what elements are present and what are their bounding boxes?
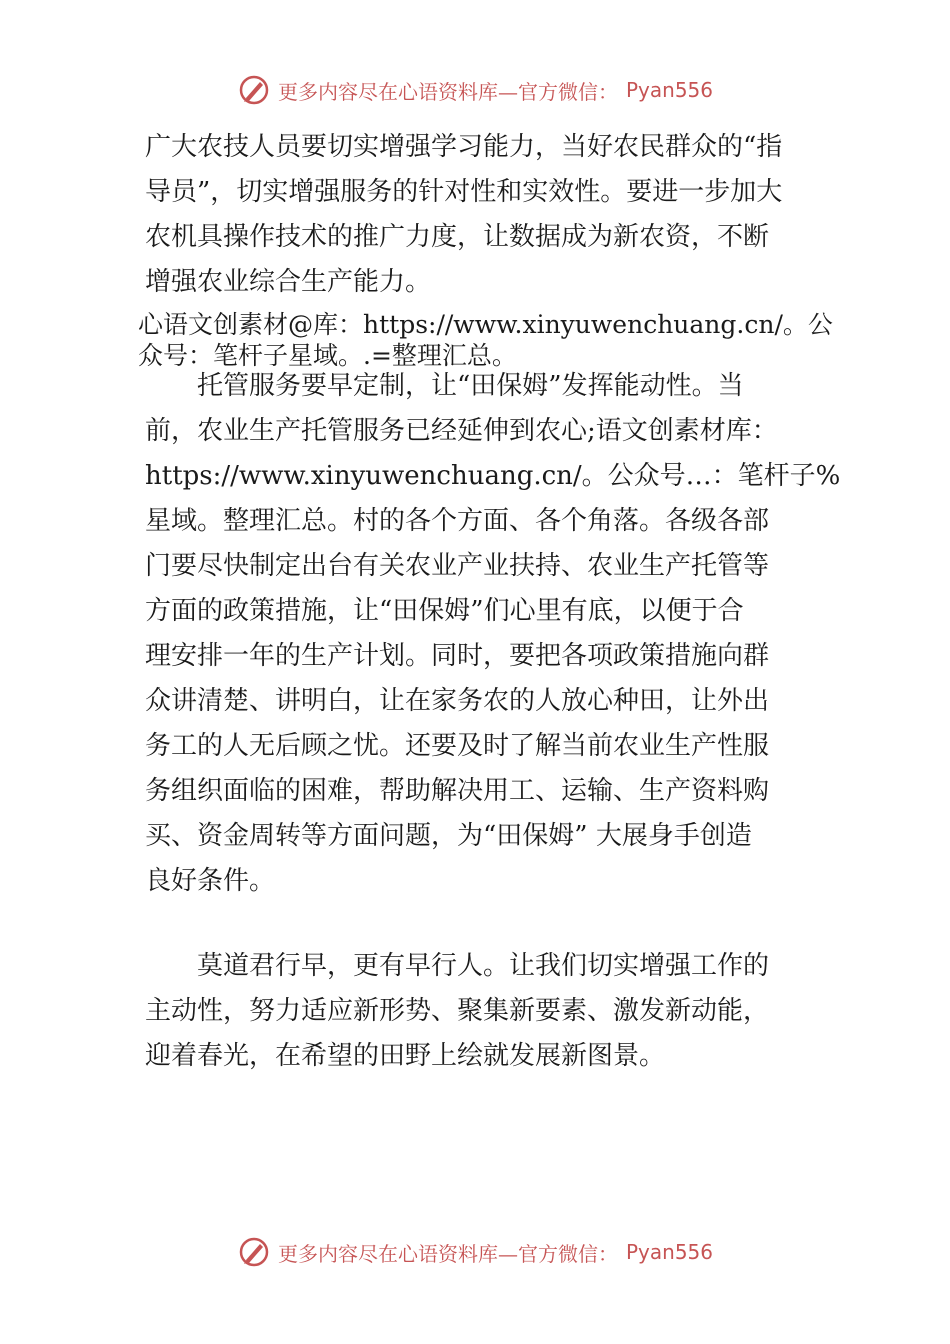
text-line: 理安排一年的生产计划。同时，要把各项政策措施向群 <box>145 641 770 671</box>
banner-text: 更多内容尽在心语资料库—官方微信： <box>278 79 618 104</box>
banner-wechat-id: Pyan556 <box>626 1240 714 1264</box>
text-line: 导员”，切实增强服务的针对性和实效性。要进一步加大 <box>145 177 783 207</box>
text-line: 众讲清楚、讲明白，让在家务农的人放心种田，让外出 <box>145 686 770 716</box>
text-line: 门要尽快制定出台有关农业产业扶持、农业生产托管等 <box>145 551 770 581</box>
footer-banner <box>238 1232 713 1272</box>
text-line: https://www.xinyuwenchuang.cn/。公众号…：笔杆子% <box>145 461 841 491</box>
text-line: 星域。整理汇总。村的各个方面、各个角落。各级各部 <box>145 506 770 536</box>
watermark-line: 心语文创素材@库：https://www.xinyuwenchuang.cn/。公 <box>138 310 833 339</box>
text-line: 迎着春光，在希望的田野上绘就发展新图景。 <box>145 1041 666 1071</box>
banner-wechat-id: Pyan556 <box>626 78 714 102</box>
pen-logo-icon <box>238 74 270 106</box>
text-line: 广大农技人员要切实增强学习能力，当好农民群众的“指 <box>145 132 783 162</box>
header-banner <box>238 70 713 110</box>
text-line: 托管服务要早定制，让“田保姆”发挥能动性。当 <box>197 371 744 401</box>
text-line: 方面的政策措施，让“田保姆”们心里有底，以便于合 <box>145 596 744 626</box>
text-line: 务工的人无后顾之忧。还要及时了解当前农业生产性服 <box>145 731 770 761</box>
text-line: 主动性，努力适应新形势、聚集新要素、激发新动能， <box>145 996 770 1026</box>
banner-text: 更多内容尽在心语资料库—官方微信： <box>278 1241 618 1266</box>
text-line: 良好条件。 <box>145 866 276 896</box>
text-line: 前，农业生产托管服务已经延伸到农心;语文创素材库： <box>145 416 778 446</box>
text-line: 莫道君行早，更有早行人。让我们切实增强工作的 <box>197 951 770 981</box>
pen-logo-icon <box>238 1236 270 1268</box>
watermark-line: 众号：笔杆子星域。.=整理汇总。 <box>138 341 517 370</box>
text-line: 农机具操作技术的推广力度，让数据成为新农资，不断 <box>145 222 770 252</box>
text-line: 买、资金周转等方面问题，为“田保姆” 大展身手创造 <box>145 821 752 851</box>
text-line: 务组织面临的困难，帮助解决用工、运输、生产资料购 <box>145 776 770 806</box>
text-line: 增强农业综合生产能力。 <box>145 267 432 297</box>
